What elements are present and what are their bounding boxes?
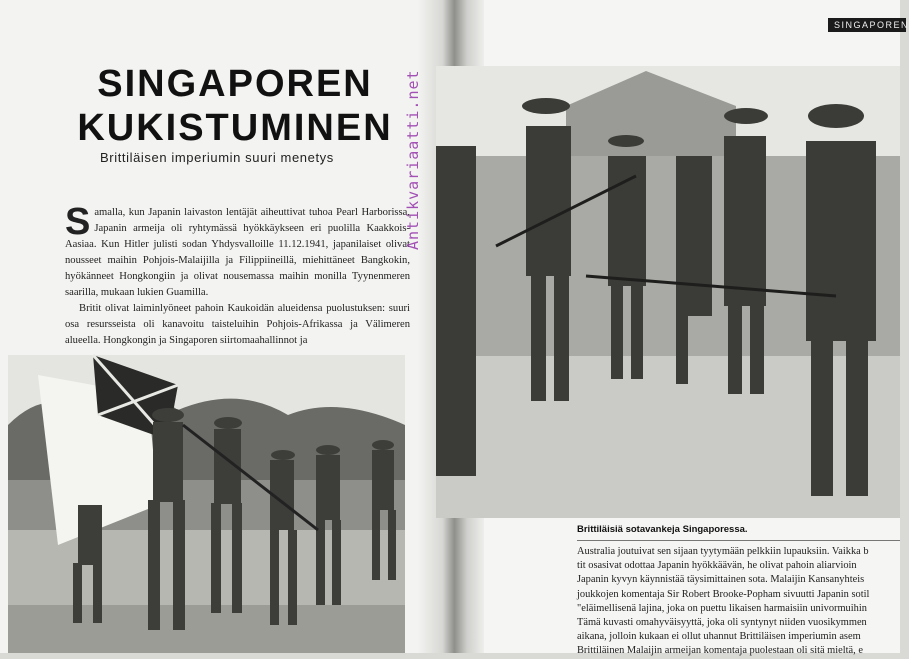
photo-marching-soldiers bbox=[8, 355, 405, 653]
right-text-line: "eläimellisenä lajina, joka on puettu likaisen harmaisiin univormuihin bbox=[577, 602, 867, 614]
left-page bbox=[0, 0, 432, 653]
article-body-left bbox=[65, 201, 410, 349]
watermark-text: Antikvariaatti.net bbox=[404, 69, 422, 250]
section-tab: SINGAPOREN bbox=[828, 18, 906, 32]
right-text-line: Tämä kuvasti omahyväisyyttä, joka oli syntynyt niiden vuosikymmen bbox=[577, 617, 867, 629]
article-headline bbox=[60, 62, 410, 150]
paragraph-1-text: amalla, kun Japanin laivaston lentäjät aiheuttivat tuhoa Pearl Harborissa, Japanin armeija oli ryhtymässä hyökkäykseen eri puolilla Kaakkois-Aasiaa. Kun Hitler julisti sodan Yhdysvalloille 11.12.1941, japanilaiset olivat nousseet maihin Pohjois-Malaijilla ja Filippiineillä, miehittäneet Bangkokin, hyökänneet Hongkongiin ja olivat nousemassa maihin monilla Tyynenmeren saarilla, mukaan lukien Guamilla. bbox=[65, 207, 410, 298]
article-subtitle: Brittiläisen imperiumin suuri menetys bbox=[100, 150, 334, 165]
photo-prisoners-of-war bbox=[436, 66, 900, 518]
drop-cap: S bbox=[65, 201, 91, 243]
right-text-line: joukkojen komentaja Sir Robert Brooke-Popham sivuutti Japanin sotil bbox=[577, 588, 870, 600]
right-text-line: tit osasivat odottaa Japanin hyökkäävän, he olivat pahoin aliarvioin bbox=[577, 560, 857, 572]
right-text-line: aikana, jolloin kukaan ei ollut uhannut Brittiläisen imperiumin asem bbox=[577, 631, 861, 643]
photo-caption: Brittiläisiä sotavankeja Singaporessa. bbox=[577, 524, 748, 535]
headline-line-2: KUKISTUMINEN bbox=[77, 107, 393, 149]
right-text-line: Australia joutuivat sen sijaan tyytymään pelkkiin lupauksiin. Vaikka b bbox=[577, 546, 869, 557]
right-text-line: Japanin kyvyn käynnistää täysimittainen sota. Malaijin Kansanyhteis bbox=[577, 574, 865, 586]
paragraph-1 bbox=[65, 201, 410, 301]
caption-rule bbox=[577, 540, 900, 541]
photo-prisoners-of-war-image bbox=[436, 66, 900, 518]
paragraph-2: Britit olivat laiminlyöneet pahoin Kaukoidän alueidensa puolustuksen: suuri osa resursseista oli kanavoitu taisteluihin Pohjois-Afrikassa ja Välimeren alueella. Hongkongin ja Singaporen siirtomaahallinnot ja bbox=[65, 303, 410, 346]
right-text-line: Brittiläinen Malaijin armeijan komentaja puolestaan oli sitä mieltä, e bbox=[577, 645, 863, 657]
photo-marching-soldiers-image bbox=[8, 355, 405, 653]
headline-line-1: SINGAPOREN bbox=[97, 63, 373, 105]
article-body-right bbox=[577, 545, 900, 659]
